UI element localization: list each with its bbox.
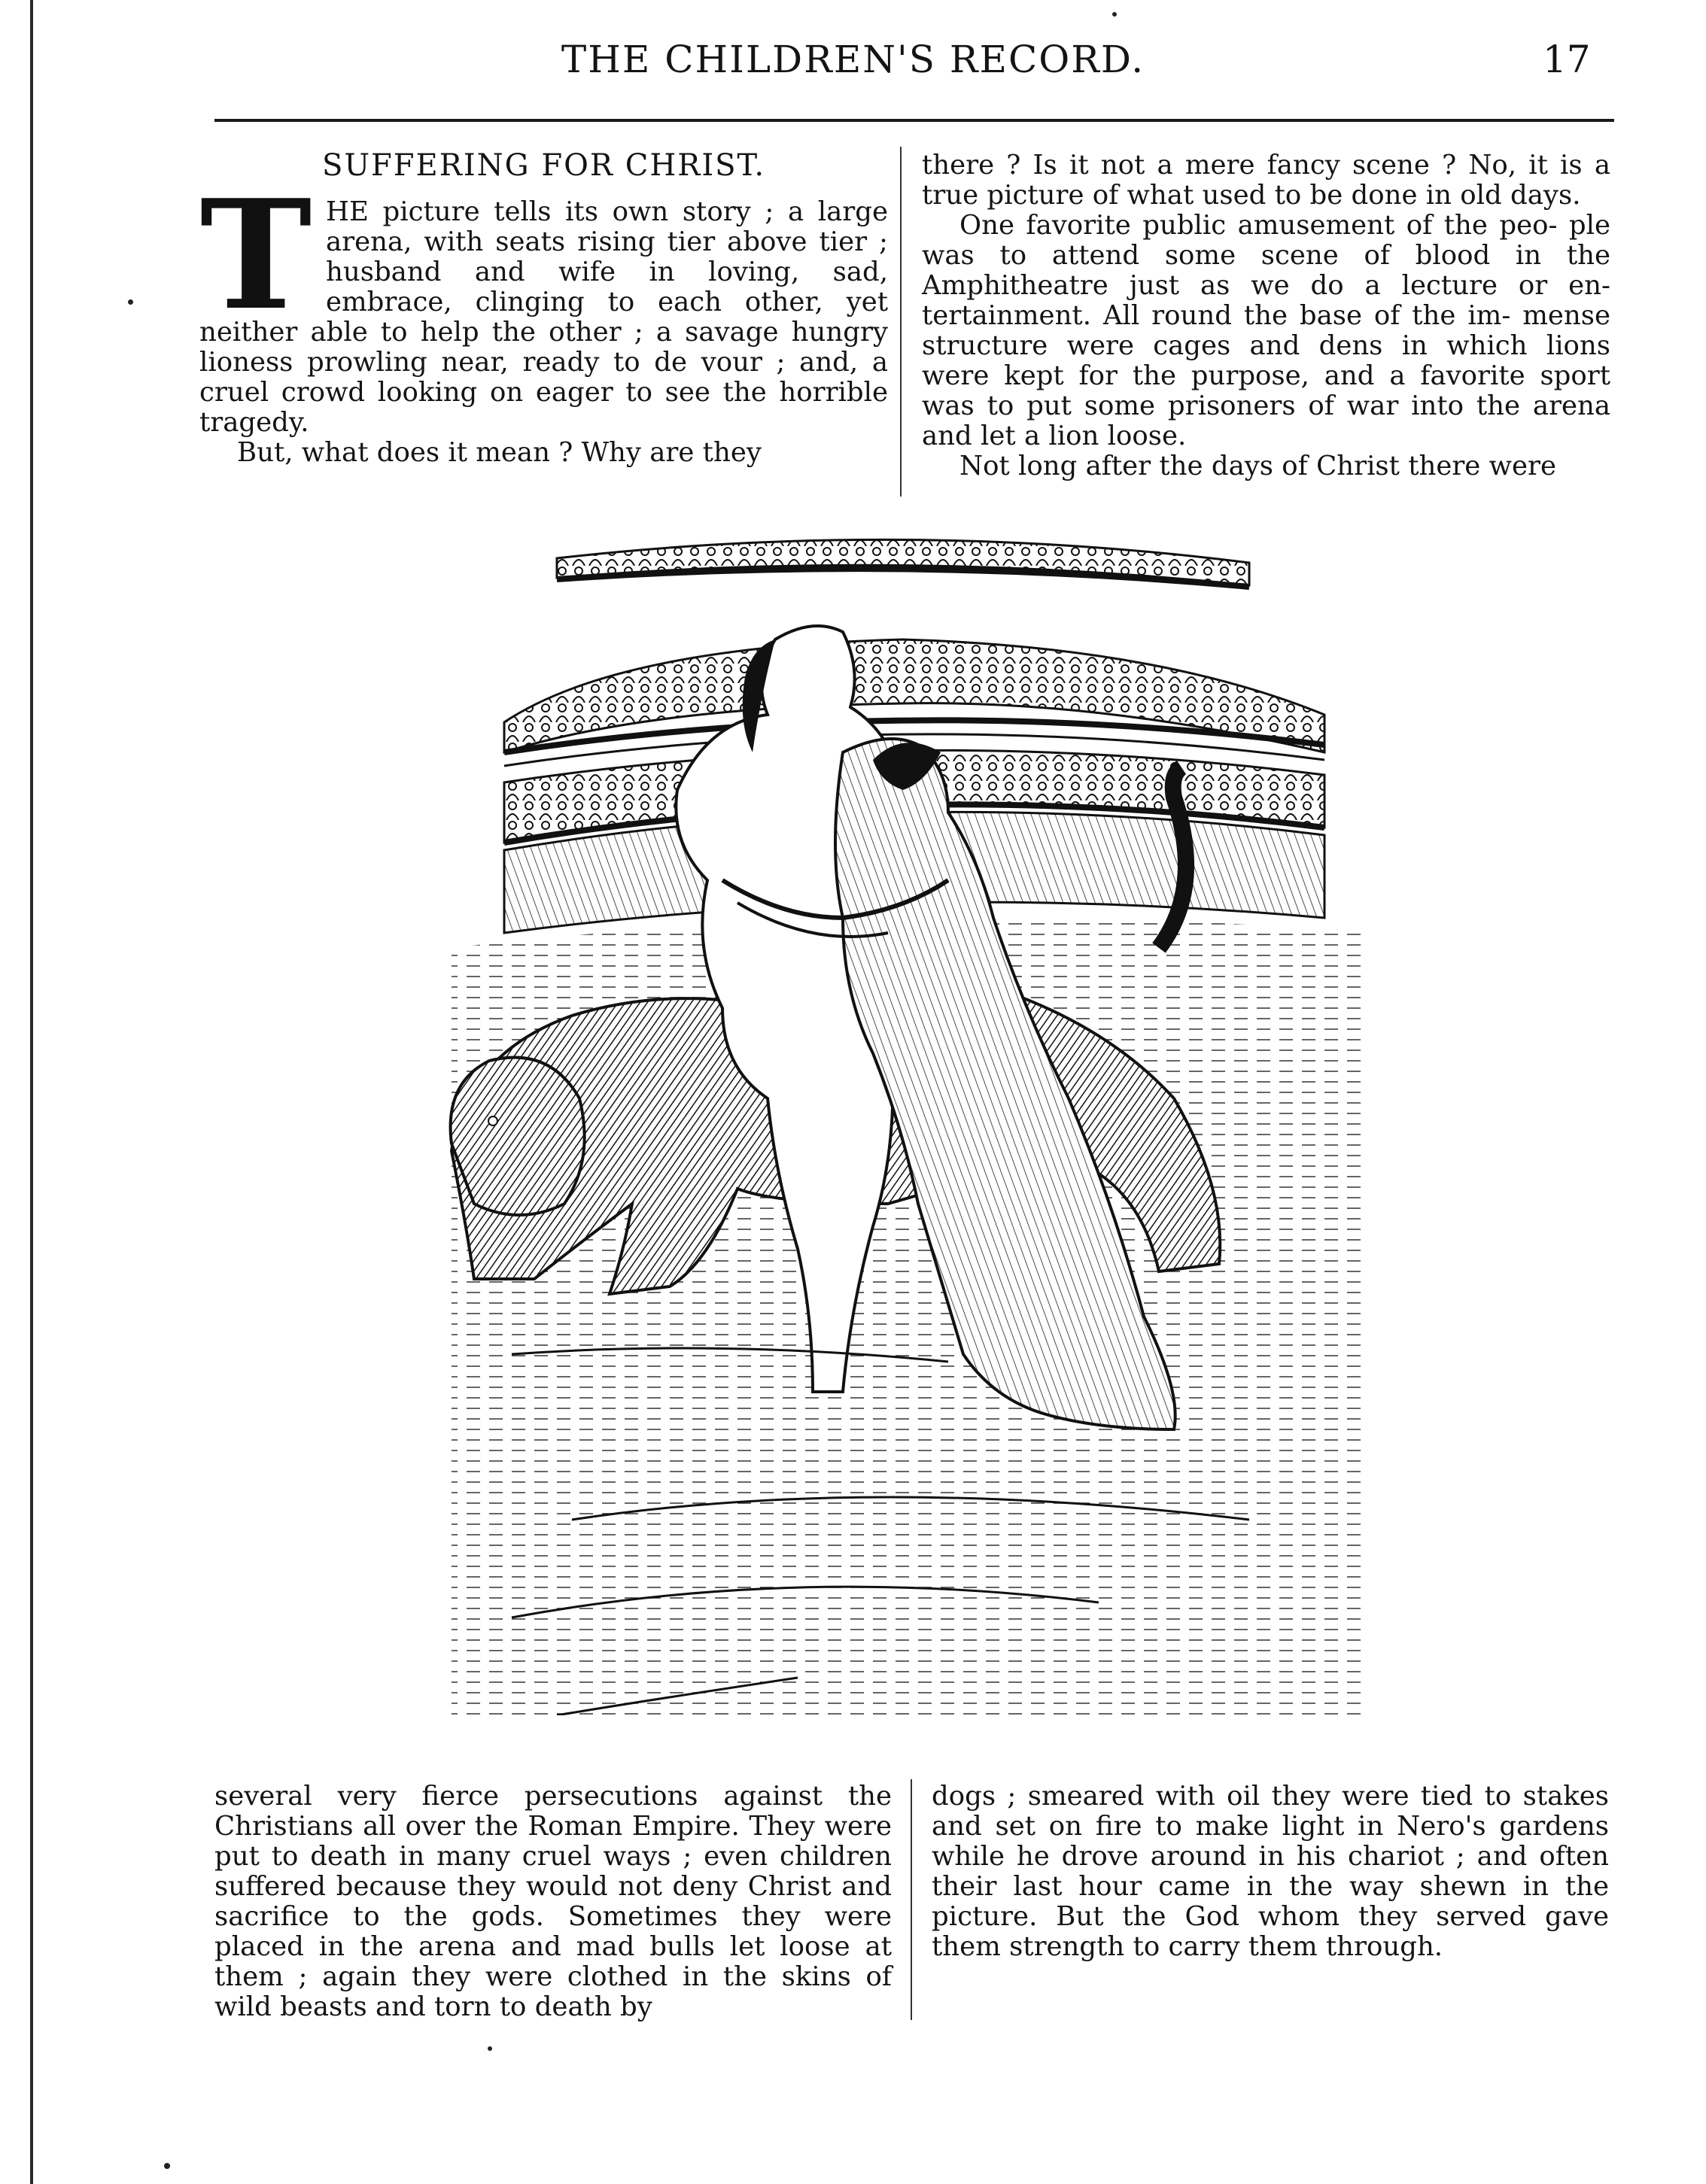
article-paragraph-4: One favorite public amusement of the peo- ple was to attend some scene of blood in the Amphitheatre just as we do a lecture or en- tertainment. All round the base of the im- mense structure were cages and dens in which lions were kept for the purpose, and a favorite sport was to put some prisoners of war into the arena and let a lion loose. bbox=[922, 210, 1610, 451]
ink-speck bbox=[128, 299, 133, 305]
article-paragraph-6: several very fierce persecutions against the Christians all over the Roman Empire. They were put to death in many cruel ways ; even children suffered because they would not deny Christ and sacrifice to the gods. Sometimes they were placed in the arena and mad bulls let loose at them ; again they were clothed in the skins of wild beasts and torn to death by bbox=[214, 1781, 892, 2022]
drop-cap: T bbox=[199, 167, 312, 344]
article-column-bottom-right bbox=[932, 1782, 1609, 1962]
column-divider-top bbox=[900, 147, 902, 497]
page-edge-line bbox=[30, 0, 33, 2184]
article-paragraph-1-text: HE picture tells its own story ; a large arena, with seats rising tier above tier ; husband and wife in loving, sad, embrace, clinging to each other, yet neither able to help the other ; a savage hungry lioness prowling near, ready to de vour ; and, a cruel crowd looking on eager to see the horrible tragedy. bbox=[199, 196, 888, 438]
article-column-bottom-left bbox=[214, 1782, 892, 2022]
article-column-top-right bbox=[922, 150, 1610, 481]
ink-speck bbox=[1112, 12, 1117, 17]
article-paragraph-1 bbox=[199, 167, 888, 438]
ink-speck bbox=[488, 2046, 492, 2051]
page-number: 17 bbox=[1543, 38, 1591, 81]
engraving-arena-lion-couple-icon bbox=[421, 527, 1377, 1715]
article-paragraph-7: dogs ; smeared with oil they were tied to stakes and set on fire to make light in Nero's gardens while he drove around in his chariot ; and often their last hour came in the way shewn in the picture. But the God whom they served gave them strength to carry them through. bbox=[932, 1781, 1609, 1962]
article-paragraph-2: But, what does it mean ? Why are they bbox=[237, 437, 762, 468]
article-title: SUFFERING FOR CHRIST. bbox=[321, 148, 766, 183]
header-rule bbox=[214, 119, 1614, 122]
running-header-title: THE CHILDREN'S RECORD. bbox=[561, 38, 1145, 81]
ink-speck bbox=[164, 2163, 170, 2169]
article-column-top-left bbox=[199, 150, 888, 468]
column-divider-bottom bbox=[911, 1779, 912, 2020]
article-paragraph-5: Not long after the days of Christ there were bbox=[959, 451, 1556, 481]
article-paragraph-3: there ? Is it not a mere fancy scene ? No, it is a true picture of what used to be done in old days. bbox=[922, 150, 1610, 211]
